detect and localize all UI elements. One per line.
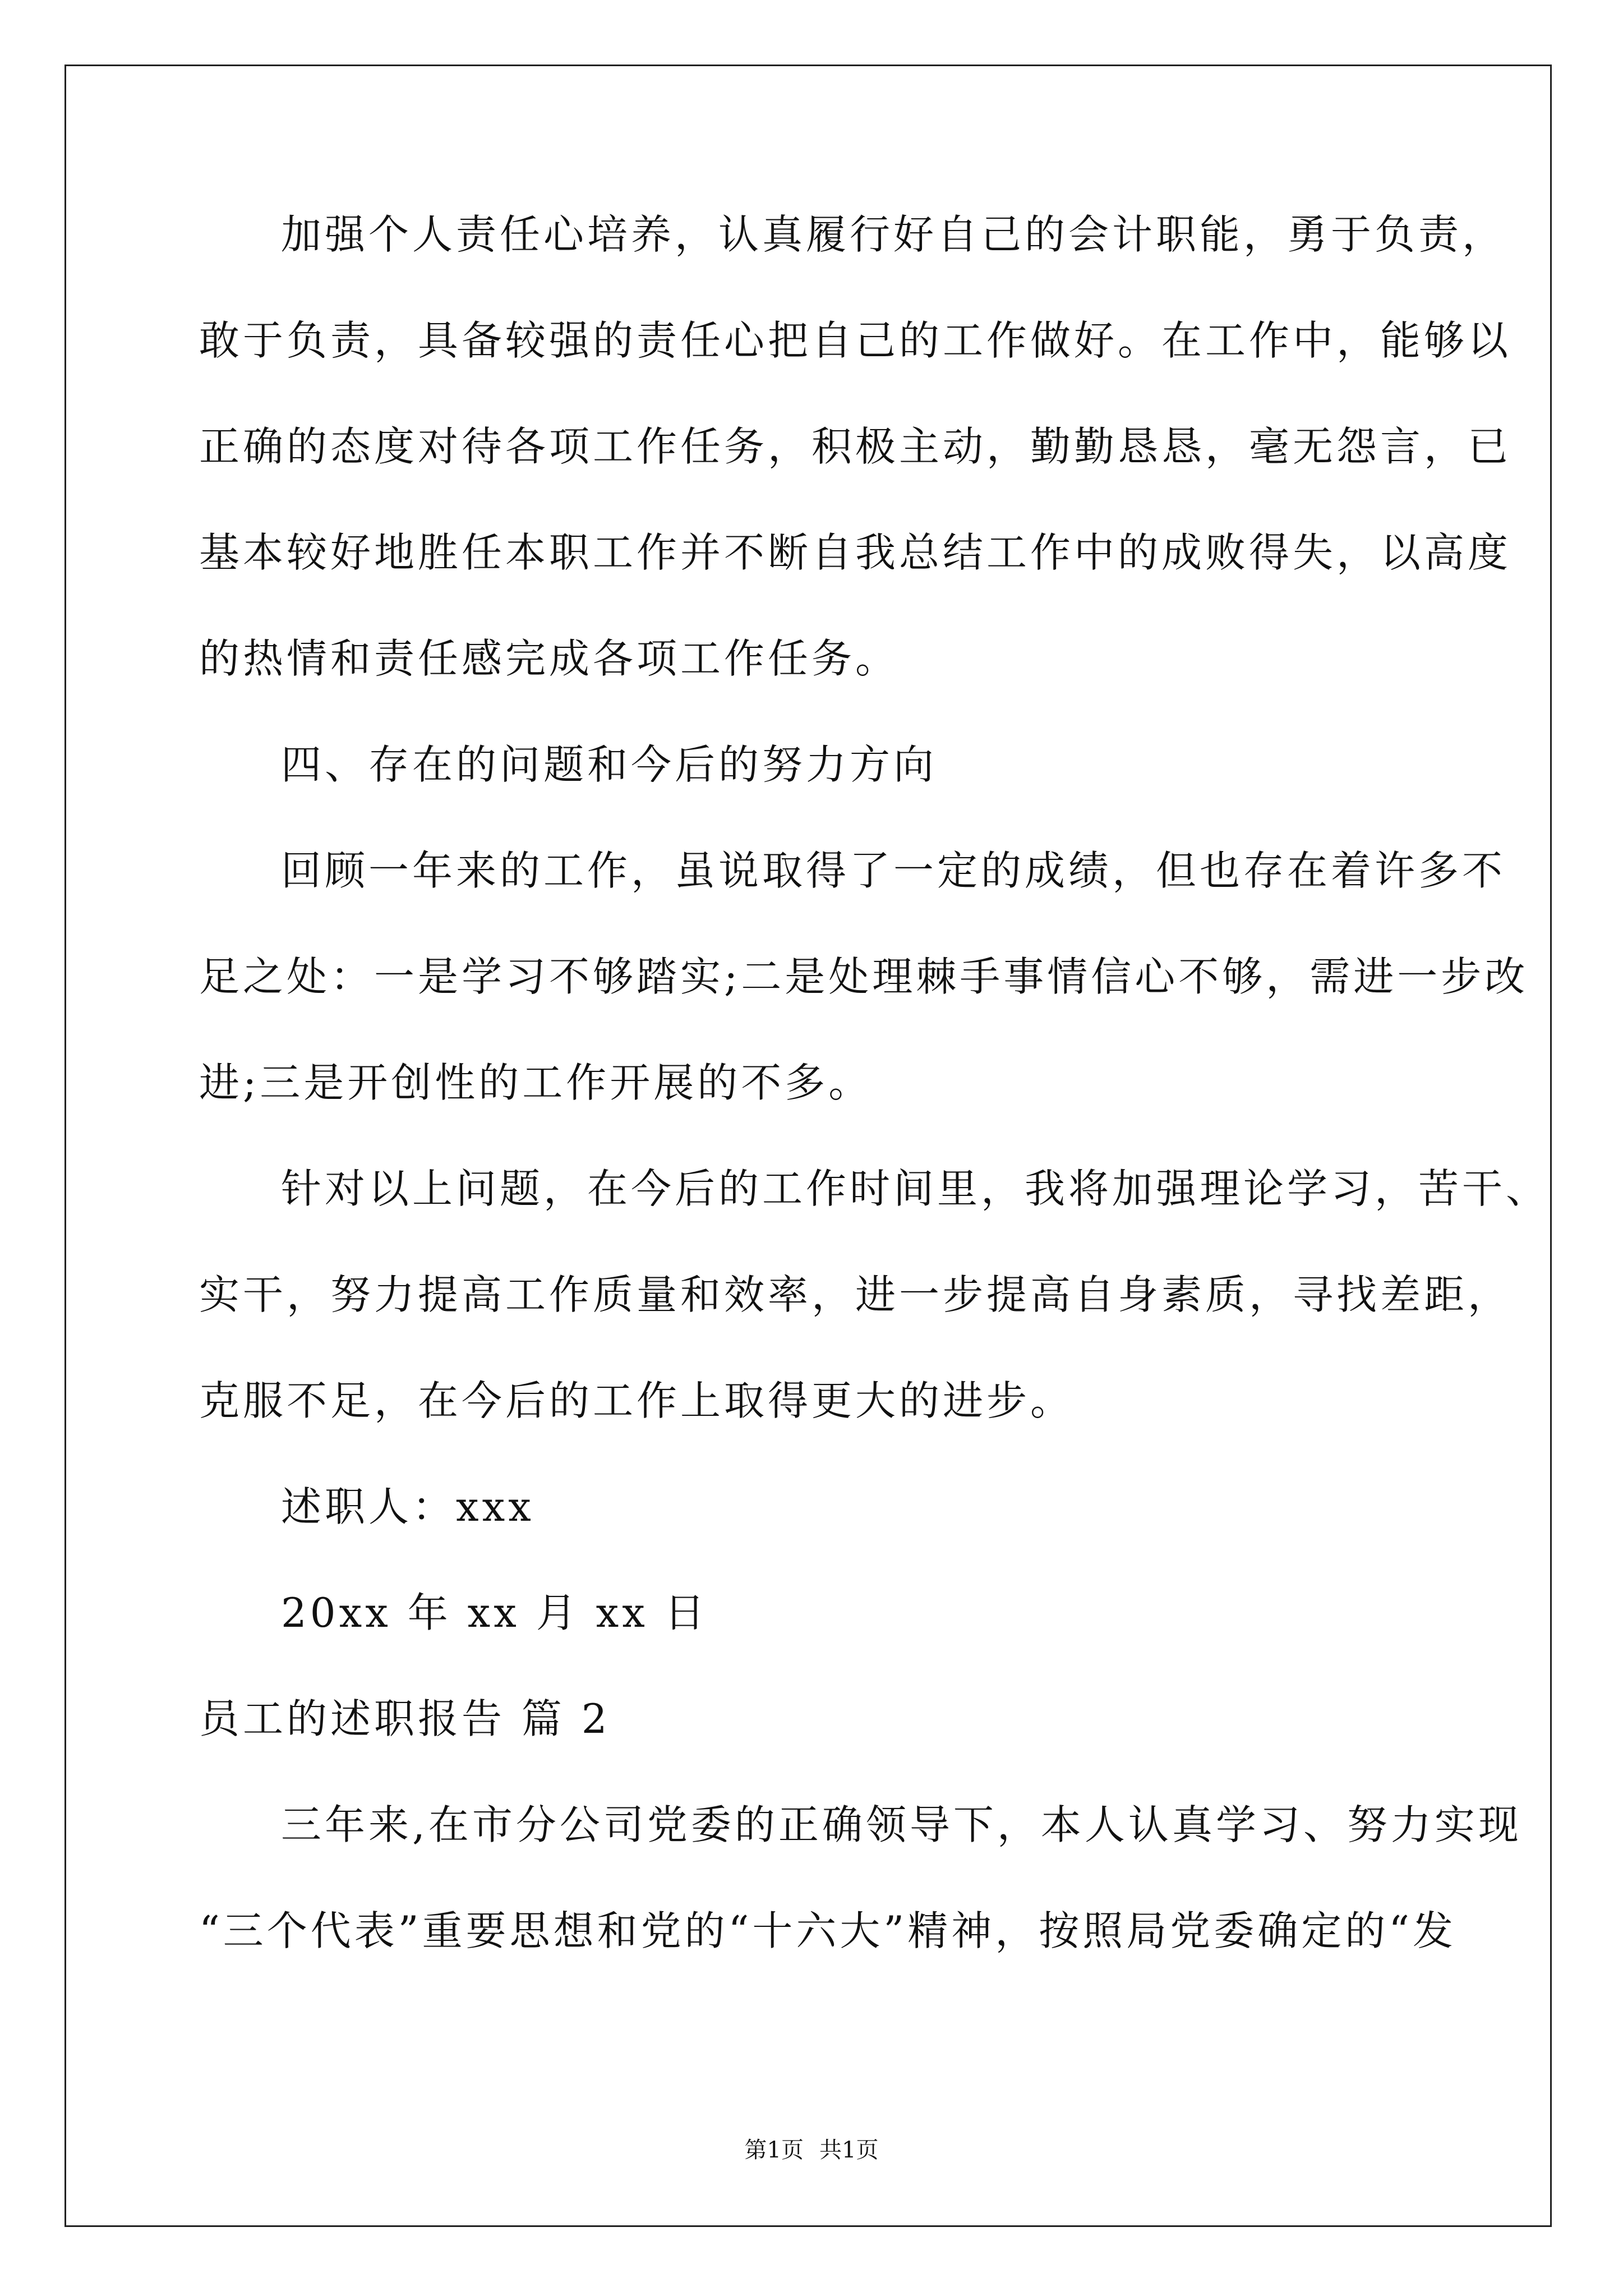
- paragraph-line: “三个代表”重要思想和党的“十六大”精神，按照局党委确定的“发: [199, 1907, 1457, 1954]
- paragraph-line: 加强个人责任心培养，认真履行好自己的会计职能，勇于负责，: [281, 211, 1506, 258]
- page-border: [64, 65, 1552, 2227]
- report-title: 员工的述职报告 篇 2: [199, 1695, 611, 1742]
- report-date: 20xx 年 xx 月 xx 日: [281, 1589, 708, 1636]
- paragraph-line: 进;三是开创性的工作开展的不多。: [199, 1059, 873, 1106]
- paragraph-line: 三年来,在市分公司党委的正确领导下，本人认真学习、努力实现: [281, 1801, 1522, 1848]
- reporter-signature: 述职人：xxx: [281, 1483, 534, 1530]
- paragraph-line: 回顾一年来的工作，虽说取得了一定的成绩，但也存在着许多不: [281, 847, 1506, 894]
- paragraph-line: 的热情和责任感完成各项工作任务。: [199, 635, 900, 682]
- paragraph-line: 正确的态度对待各项工作任务，积极主动，勤勤恳恳，毫无怨言，已: [199, 423, 1512, 470]
- page-number-current: 第1页: [744, 2137, 804, 2163]
- page-number-total: 共1页: [819, 2137, 879, 2163]
- paragraph-line: 敢于负责，具备较强的责任心把自己的工作做好。在工作中，能够以: [199, 317, 1512, 364]
- paragraph-line: 针对以上问题，在今后的工作时间里，我将加强理论学习，苦干、: [281, 1165, 1550, 1212]
- paragraph-line: 足之处：一是学习不够踏实;二是处理棘手事情信心不够，需进一步改: [199, 953, 1529, 1000]
- section-heading: 四、存在的问题和今后的努力方向: [281, 741, 938, 788]
- paragraph-line: 实干，努力提高工作质量和效率，进一步提高自身素质，寻找差距，: [199, 1271, 1512, 1318]
- page-footer: [0, 2136, 1623, 2164]
- paragraph-line: 基本较好地胜任本职工作并不断自我总结工作中的成败得失，以高度: [199, 529, 1512, 576]
- paragraph-line: 克服不足，在今后的工作上取得更大的进步。: [199, 1377, 1075, 1424]
